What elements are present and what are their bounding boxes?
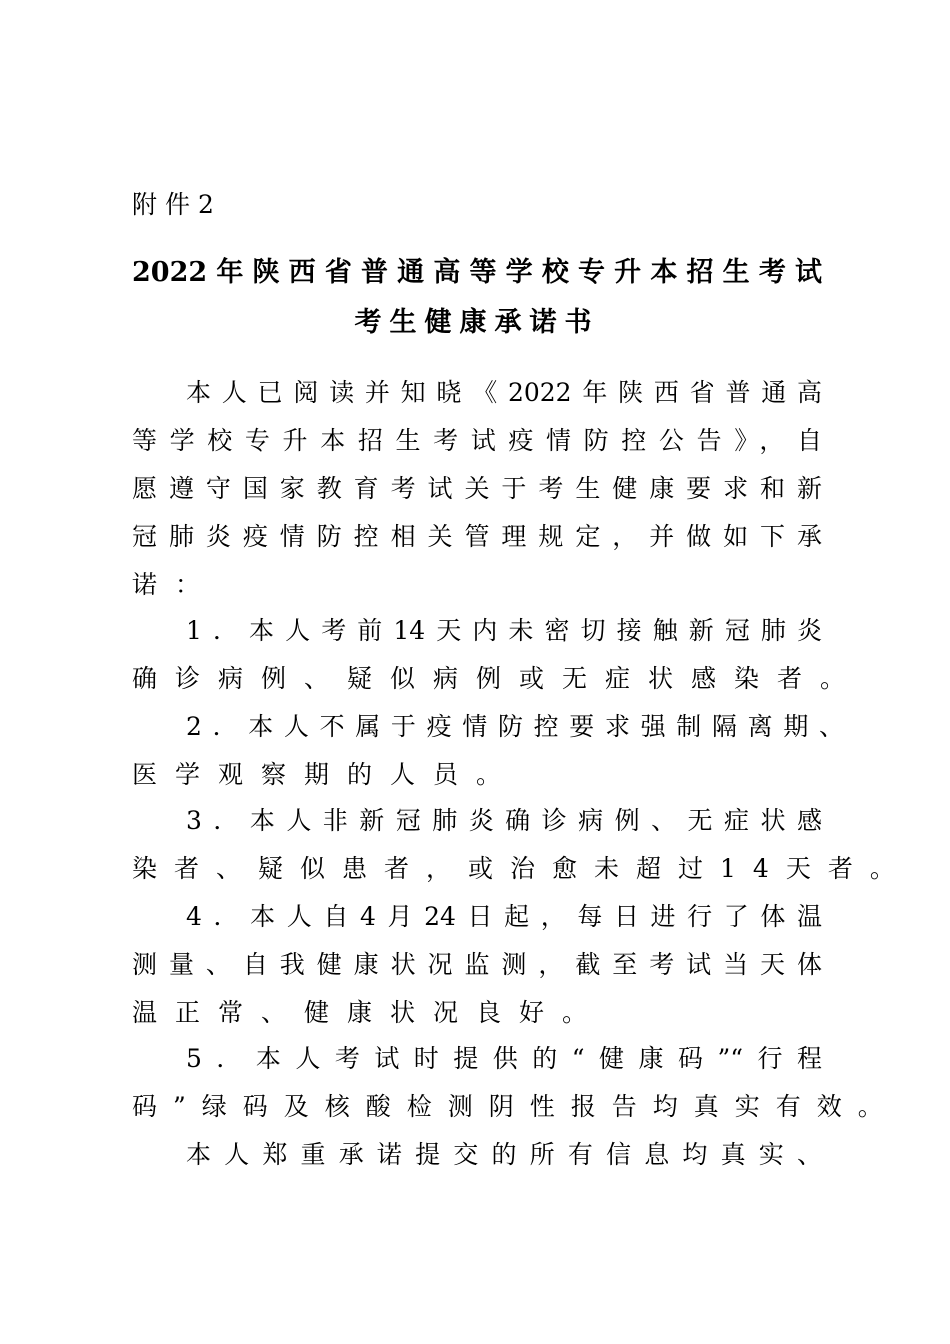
intro-line-3: 愿遵守国家教育考试关于考生健康要求和新 [132, 474, 822, 503]
attachment-label: 附件2 [132, 190, 222, 219]
item-4-line-3: 温正常、健康状况良好。 [132, 998, 606, 1027]
item-2-line-2: 医学观察期的人员。 [132, 760, 520, 789]
intro-line-4: 冠肺炎疫情防控相关管理规定，并做如下承 [132, 522, 822, 551]
item-5-line-1: 5．本人考试时提供的“健康码”“行程 [186, 1044, 822, 1073]
intro-line-1: 本人已阅读并知晓《2022年陕西省普通高 [186, 378, 822, 407]
intro-line-2: 等学校专升本招生考试疫情防控公告》，自 [132, 426, 822, 455]
item-5-line-2: 码”绿码及核酸检测阴性报告均真实有效。 [132, 1092, 899, 1121]
item-3-line-1: 3．本人非新冠肺炎确诊病例、无症状感 [186, 806, 822, 835]
item-1-line-2: 确诊病例、疑似病例或无症状感染者。 [132, 664, 864, 693]
item-4-line-2: 测量、自我健康状况监测，截至考试当天体 [132, 950, 822, 979]
closing-line-1: 本人郑重承诺提交的所有信息均真实、 [186, 1140, 822, 1169]
item-3-line-2: 染者、疑似患者，或治愈未超过14天者。 [132, 854, 912, 883]
item-2-line-1: 2．本人不属于疫情防控要求强制隔离期、 [186, 712, 844, 741]
document-title-line-1: 2022年陕西省普通高等学校专升本招生考试 [132, 257, 822, 288]
item-1-line-1: 1．本人考前14天内未密切接触新冠肺炎 [186, 616, 822, 645]
item-4-line-1: 4．本人自4月24日起，每日进行了体温 [186, 902, 822, 931]
intro-line-5: 诺： [132, 570, 219, 599]
document-title-line-2: 考生健康承诺书 [354, 307, 600, 338]
